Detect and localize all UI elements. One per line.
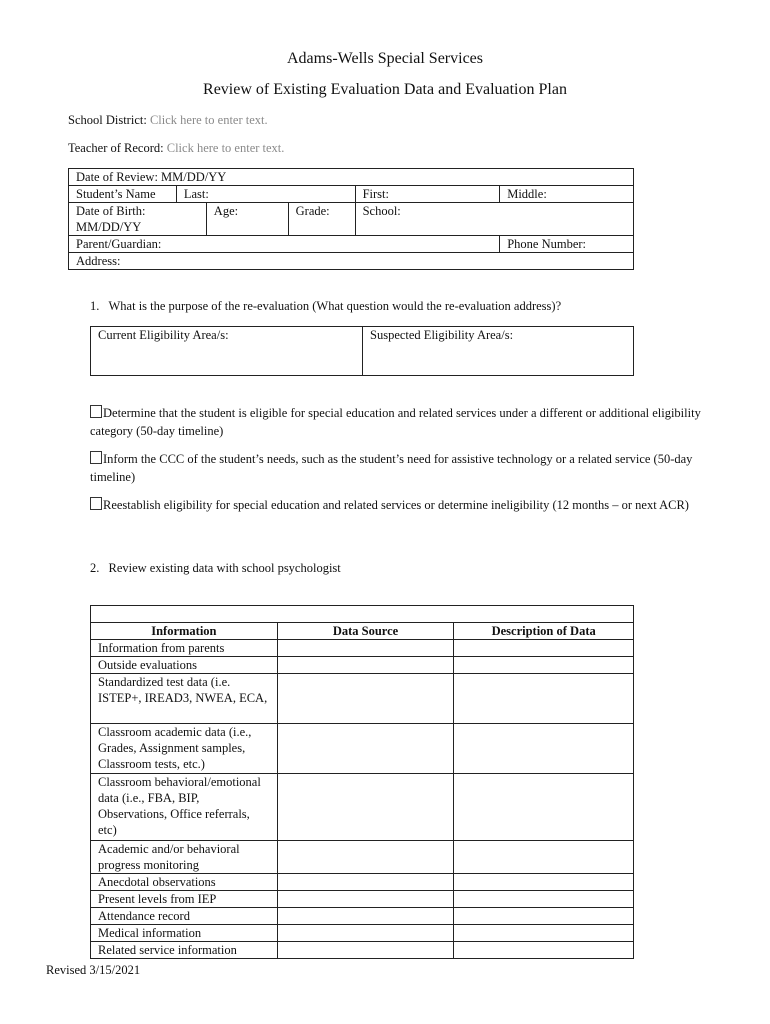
table-row: [91, 874, 634, 891]
description-cell[interactable]: [454, 925, 634, 942]
data-source-cell[interactable]: [277, 774, 454, 841]
table-row: [91, 925, 634, 942]
table-row: [91, 774, 634, 841]
organization-title: Adams-Wells Special Services: [287, 50, 483, 67]
info-cell: Medical information: [91, 925, 278, 942]
option-inform-ccc[interactable]: [90, 450, 730, 486]
school-district-field: [68, 113, 268, 128]
table-row: [91, 841, 634, 874]
data-source-cell[interactable]: [277, 874, 454, 891]
phone-number-cell[interactable]: Phone Number:: [500, 236, 634, 253]
data-source-cell[interactable]: [277, 674, 454, 724]
page-title: Review of Existing Evaluation Data and Evaluation Plan: [203, 81, 567, 98]
header-information: Information: [91, 623, 278, 640]
data-source-cell[interactable]: [277, 841, 454, 874]
info-cell: Academic and/or behavioral progress monitoring: [91, 841, 278, 874]
question-2-number: 2.: [90, 561, 100, 575]
table-row: [91, 942, 634, 959]
description-cell[interactable]: [454, 724, 634, 774]
question-1-number: 1.: [90, 299, 100, 313]
data-source-cell[interactable]: [277, 640, 454, 657]
option-different-eligibility[interactable]: [90, 404, 730, 440]
teacher-of-record-input[interactable]: Click here to enter text.: [166, 141, 285, 155]
option-text: Inform the CCC of the student’s needs, such as the student’s need for assistive technology or a related service (50-day timeline): [90, 452, 693, 484]
table-row: [91, 908, 634, 925]
teacher-of-record-label: Teacher of Record:: [68, 141, 164, 155]
school-district-label: School District:: [68, 113, 147, 127]
date-of-review-cell[interactable]: Date of Review: MM/DD/YY: [69, 169, 634, 186]
checkbox-icon[interactable]: [90, 405, 102, 418]
checkbox-icon[interactable]: [90, 497, 102, 510]
date-of-birth-value: MM/DD/YY: [76, 220, 142, 234]
date-of-birth-label: Date of Birth:: [76, 204, 146, 218]
header-description: Description of Data: [454, 623, 634, 640]
info-cell: Classroom behavioral/emotional data (i.e., FBA, BIP, Observations, Office referrals, etc): [91, 774, 278, 841]
question-2: [90, 561, 341, 576]
data-source-cell[interactable]: [277, 908, 454, 925]
checkbox-icon[interactable]: [90, 451, 102, 464]
age-cell[interactable]: Age:: [206, 203, 288, 236]
description-cell[interactable]: [454, 891, 634, 908]
description-cell[interactable]: [454, 774, 634, 841]
description-cell[interactable]: [454, 674, 634, 724]
date-of-birth-cell[interactable]: [69, 203, 207, 236]
description-cell[interactable]: [454, 640, 634, 657]
data-source-cell[interactable]: [277, 942, 454, 959]
info-cell: Present levels from IEP: [91, 891, 278, 908]
address-cell[interactable]: Address:: [69, 253, 634, 270]
middle-name-cell[interactable]: Middle:: [500, 186, 634, 203]
data-source-cell[interactable]: [277, 657, 454, 674]
review-data-table: [90, 605, 634, 959]
data-source-cell[interactable]: [277, 891, 454, 908]
header-data-source: Data Source: [277, 623, 454, 640]
info-cell: Related service information: [91, 942, 278, 959]
student-info-table: [68, 168, 634, 270]
table-row: [91, 674, 634, 724]
question-1-text: What is the purpose of the re-evaluation (What question would the re-evaluation address)?: [108, 299, 562, 313]
description-cell[interactable]: [454, 841, 634, 874]
option-reestablish-eligibility[interactable]: [90, 496, 730, 514]
description-cell[interactable]: [454, 942, 634, 959]
student-name-label: Student’s Name: [69, 186, 177, 203]
info-cell: Anecdotal observations: [91, 874, 278, 891]
table-row: [91, 891, 634, 908]
grade-cell[interactable]: Grade:: [288, 203, 355, 236]
data-source-cell[interactable]: [277, 724, 454, 774]
table-top-row: [91, 606, 634, 623]
description-cell[interactable]: [454, 908, 634, 925]
school-cell[interactable]: School:: [355, 203, 633, 236]
current-eligibility-cell[interactable]: Current Eligibility Area/s:: [91, 327, 363, 376]
teacher-of-record-field: [68, 141, 284, 156]
table-row: [91, 724, 634, 774]
suspected-eligibility-cell[interactable]: Suspected Eligibility Area/s:: [363, 327, 634, 376]
description-cell[interactable]: [454, 657, 634, 674]
eligibility-table: [90, 326, 634, 376]
revised-date: Revised 3/15/2021: [46, 963, 141, 977]
info-cell: Standardized test data (i.e. ISTEP+, IREAD3, NWEA, ECA,: [91, 674, 278, 724]
info-cell: Attendance record: [91, 908, 278, 925]
option-text: Reestablish eligibility for special education and related services or determine ineligibility (12 months – or next ACR): [103, 498, 689, 512]
first-name-cell[interactable]: First:: [355, 186, 500, 203]
table-row: [91, 640, 634, 657]
school-district-input[interactable]: Click here to enter text.: [149, 113, 268, 127]
data-source-cell[interactable]: [277, 925, 454, 942]
info-cell: Outside evaluations: [91, 657, 278, 674]
question-2-text: Review existing data with school psychologist: [108, 561, 341, 575]
last-name-cell[interactable]: Last:: [176, 186, 355, 203]
info-cell: Information from parents: [91, 640, 278, 657]
question-1: [90, 299, 561, 314]
description-cell[interactable]: [454, 874, 634, 891]
info-cell: Classroom academic data (i.e., Grades, Assignment samples, Classroom tests, etc.): [91, 724, 278, 774]
table-row: [91, 657, 634, 674]
option-text: Determine that the student is eligible for special education and related services under a different or additional eligibility category (50-day timeline): [90, 406, 701, 438]
parent-guardian-cell[interactable]: Parent/Guardian:: [69, 236, 500, 253]
